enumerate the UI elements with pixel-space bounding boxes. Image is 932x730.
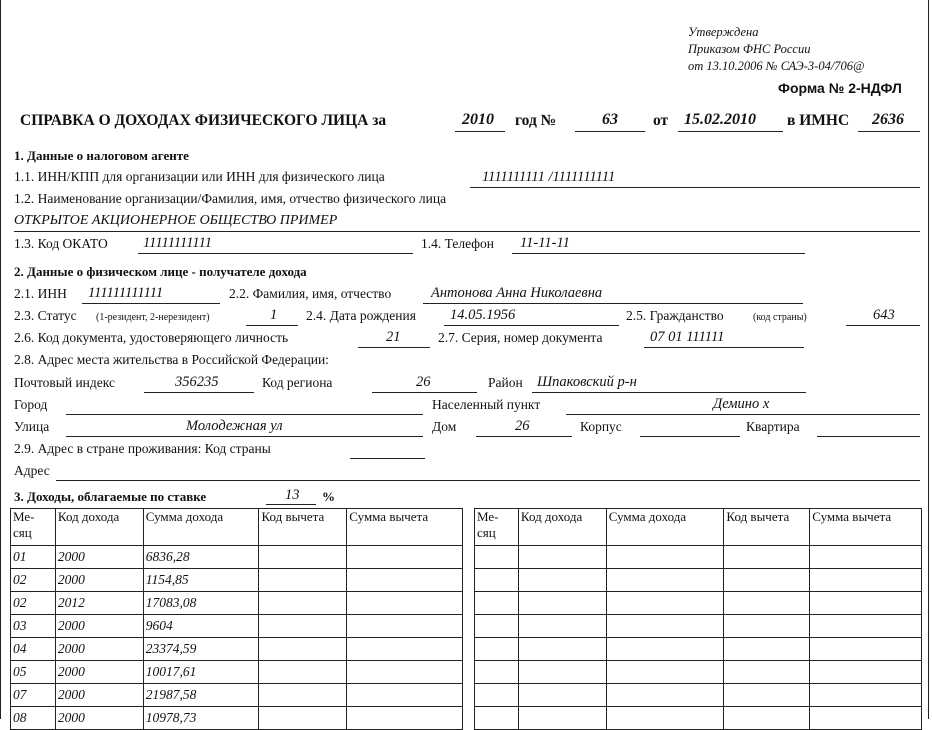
cell-month: 08 [11, 707, 56, 730]
agent-inn-value: 1111111111 /1111111111 [482, 169, 616, 185]
header-deduction-code: Код вычета [724, 509, 810, 546]
citizenship-label: 2.5. Гражданство [626, 308, 724, 323]
docnum-value: 07 01 111111 [650, 329, 725, 345]
person-inn-value: 111111111111 [88, 285, 164, 301]
header-deduction-code: Код вычета [259, 509, 347, 546]
table-row [11, 684, 463, 707]
foreign-address-label: Адрес [14, 463, 50, 478]
cell-deduction-sum [347, 707, 463, 730]
cell-deduction-code [259, 615, 347, 638]
table-row [11, 546, 463, 569]
citizenship-value: 643 [873, 307, 895, 323]
cell-month: 01 [11, 546, 56, 569]
district-value: Шпаковский р-н [537, 374, 637, 390]
status-label: 2.3. Статус [14, 308, 77, 323]
title-date: 15.02.2010 [684, 111, 756, 128]
cell-income-code: 2000 [55, 707, 143, 730]
okato-label: 1.3. Код ОКАТО [14, 236, 108, 251]
table-row [11, 707, 463, 730]
imns-underline [858, 131, 920, 132]
okato-value: 11111111111 [143, 235, 212, 251]
district-line [532, 392, 806, 393]
dob-value: 14.05.1956 [450, 307, 516, 323]
right-border [928, 0, 929, 719]
postal-label: Почтовый индекс [14, 375, 115, 390]
title-imns: 2636 [872, 111, 904, 128]
cell-deduction-code [259, 707, 347, 730]
cell-month: 02 [11, 569, 56, 592]
cell-income-code: 2000 [55, 638, 143, 661]
cell-income-code: 2000 [55, 661, 143, 684]
table-row [11, 661, 463, 684]
doccode-label: 2.6. Код документа, удостоверяющего личность [14, 330, 289, 345]
title-number: 63 [602, 111, 618, 128]
cell-income-code: 2012 [55, 592, 143, 615]
building-label: Корпус [580, 419, 622, 434]
cell-income-code: 2000 [55, 684, 143, 707]
cell-income-code: 2000 [55, 615, 143, 638]
settlement-line [566, 414, 920, 415]
house-line [476, 436, 572, 437]
title-prefix: СПРАВКА О ДОХОДАХ ФИЗИЧЕСКОГО ЛИЦА за [20, 112, 387, 129]
table-row [475, 592, 922, 615]
fio-value: Антонова Анна Николаевна [431, 285, 603, 301]
agent-name-line [14, 231, 920, 232]
dob-line [444, 325, 619, 326]
cell-income-sum: 23374,59 [143, 638, 259, 661]
cell-deduction-code [259, 661, 347, 684]
title-from-label: от [653, 112, 669, 129]
header-income-sum: Сумма дохода [143, 509, 259, 546]
agent-name-label: 1.2. Наименование организации/Фамилия, имя, отчество физического лица [14, 191, 447, 206]
date-underline [678, 131, 783, 132]
postal-line [144, 392, 254, 393]
approval-line-3: от 13.10.2006 № САЭ-3-04/706@ [688, 59, 865, 73]
header-month: Ме-сяц [475, 509, 519, 546]
table-row [11, 569, 463, 592]
cell-income-sum: 10978,73 [143, 707, 259, 730]
okato-line [138, 253, 413, 254]
cell-month: 03 [11, 615, 56, 638]
approval-block [688, 24, 865, 75]
table-row [11, 615, 463, 638]
cell-deduction-sum [347, 684, 463, 707]
region-line [372, 392, 477, 393]
table-row [11, 638, 463, 661]
street-label: Улица [14, 419, 50, 434]
status-line [246, 325, 298, 326]
title-imns-label: в ИМНС [787, 112, 850, 129]
table-row [475, 546, 922, 569]
section3-rate: 13 [285, 487, 300, 503]
region-label: Код региона [262, 375, 333, 390]
approval-line-1: Утверждена [688, 25, 759, 39]
docnum-line [644, 347, 804, 348]
table-header-row [11, 509, 463, 546]
street-line [66, 436, 423, 437]
header-income-code: Код дохода [518, 509, 606, 546]
address-label: 2.8. Адрес места жительства в Российской Федерации: [14, 352, 329, 367]
section3-percent: % [322, 489, 335, 504]
approval-line-2: Приказом ФНС России [688, 42, 811, 56]
person-inn-line [82, 303, 220, 304]
cell-deduction-sum [347, 661, 463, 684]
phone-label: 1.4. Телефон [421, 236, 494, 251]
left-border [0, 0, 1, 719]
city-line [66, 414, 423, 415]
cell-month: 02 [11, 592, 56, 615]
doccode-value: 21 [386, 329, 401, 345]
settlement-label: Населенный пункт [432, 397, 541, 412]
cell-income-code: 2000 [55, 546, 143, 569]
settlement-value: Демино х [713, 396, 770, 412]
apartment-label: Квартира [746, 419, 800, 434]
cell-income-sum: 9604 [143, 615, 259, 638]
house-label: Дом [432, 419, 457, 434]
year-underline [455, 131, 505, 132]
income-table-left [10, 508, 463, 730]
section2-heading: 2. Данные о физическом лице - получателе дохода [14, 264, 307, 279]
header-month: Ме-сяц [11, 509, 56, 546]
income-table-right [474, 508, 922, 730]
cell-deduction-code [259, 638, 347, 661]
header-income-code: Код дохода [55, 509, 143, 546]
table-row [475, 684, 922, 707]
table-row [475, 569, 922, 592]
table-row [11, 592, 463, 615]
phone-line [512, 253, 805, 254]
cell-income-sum: 1154,85 [143, 569, 259, 592]
citizenship-hint: (код страны) [753, 312, 807, 323]
cell-income-sum: 10017,61 [143, 661, 259, 684]
cell-month: 04 [11, 638, 56, 661]
region-value: 26 [416, 374, 431, 390]
section3-heading: 3. Доходы, облагаемые по ставке [14, 489, 207, 504]
phone-value: 11-11-11 [520, 235, 570, 251]
section1-heading: 1. Данные о налоговом агенте [14, 148, 189, 163]
person-inn-label: 2.1. ИНН [14, 286, 67, 301]
cell-deduction-sum [347, 546, 463, 569]
agent-name-value: ОТКРЫТОЕ АКЦИОНЕРНОЕ ОБЩЕСТВО ПРИМЕР [14, 213, 338, 228]
docnum-label: 2.7. Серия, номер документа [438, 330, 603, 345]
cell-deduction-code [259, 684, 347, 707]
header-income-sum: Сумма дохода [606, 509, 724, 546]
table-row [475, 707, 922, 730]
cell-deduction-sum [347, 592, 463, 615]
table-header-row [475, 509, 922, 546]
postal-value: 356235 [175, 374, 219, 390]
agent-inn-label: 1.1. ИНН/КПП для организации или ИНН для физического лица [14, 169, 385, 184]
citizenship-line [846, 325, 920, 326]
title-year: 2010 [462, 111, 494, 128]
cell-deduction-code [259, 569, 347, 592]
apartment-line [817, 436, 920, 437]
doccode-line [358, 347, 430, 348]
house-value: 26 [515, 418, 530, 434]
title-year-suffix: год № [515, 112, 557, 129]
number-underline [575, 131, 645, 132]
cell-month: 05 [11, 661, 56, 684]
cell-income-code: 2000 [55, 569, 143, 592]
foreign-address-line [56, 480, 920, 481]
header-deduction-sum: Сумма вычета [810, 509, 922, 546]
city-label: Город [14, 397, 48, 412]
status-hint: (1-резидент, 2-нерезидент) [96, 312, 210, 323]
table-row [475, 638, 922, 661]
cell-deduction-sum [347, 569, 463, 592]
fio-line [423, 303, 803, 304]
table-row [475, 615, 922, 638]
table-row [475, 661, 922, 684]
fio-label: 2.2. Фамилия, имя, отчество [229, 286, 392, 301]
status-value: 1 [270, 307, 278, 323]
foreign-label: 2.9. Адрес в стране проживания: Код страны [14, 441, 271, 456]
cell-deduction-sum [347, 615, 463, 638]
header-deduction-sum: Сумма вычета [347, 509, 463, 546]
cell-income-sum: 6836,28 [143, 546, 259, 569]
cell-month: 07 [11, 684, 56, 707]
street-value: Молодежная ул [186, 418, 283, 434]
dob-label: 2.4. Дата рождения [306, 308, 416, 323]
cell-deduction-code [259, 546, 347, 569]
form-name: Форма № 2-НДФЛ [778, 80, 902, 96]
cell-deduction-sum [347, 638, 463, 661]
rate-line [266, 504, 316, 505]
district-label: Район [488, 375, 523, 390]
cell-income-sum: 21987,58 [143, 684, 259, 707]
cell-deduction-code [259, 592, 347, 615]
building-line [640, 436, 740, 437]
cell-income-sum: 17083,08 [143, 592, 259, 615]
agent-inn-line [470, 187, 920, 188]
foreign-code-line [350, 458, 425, 459]
